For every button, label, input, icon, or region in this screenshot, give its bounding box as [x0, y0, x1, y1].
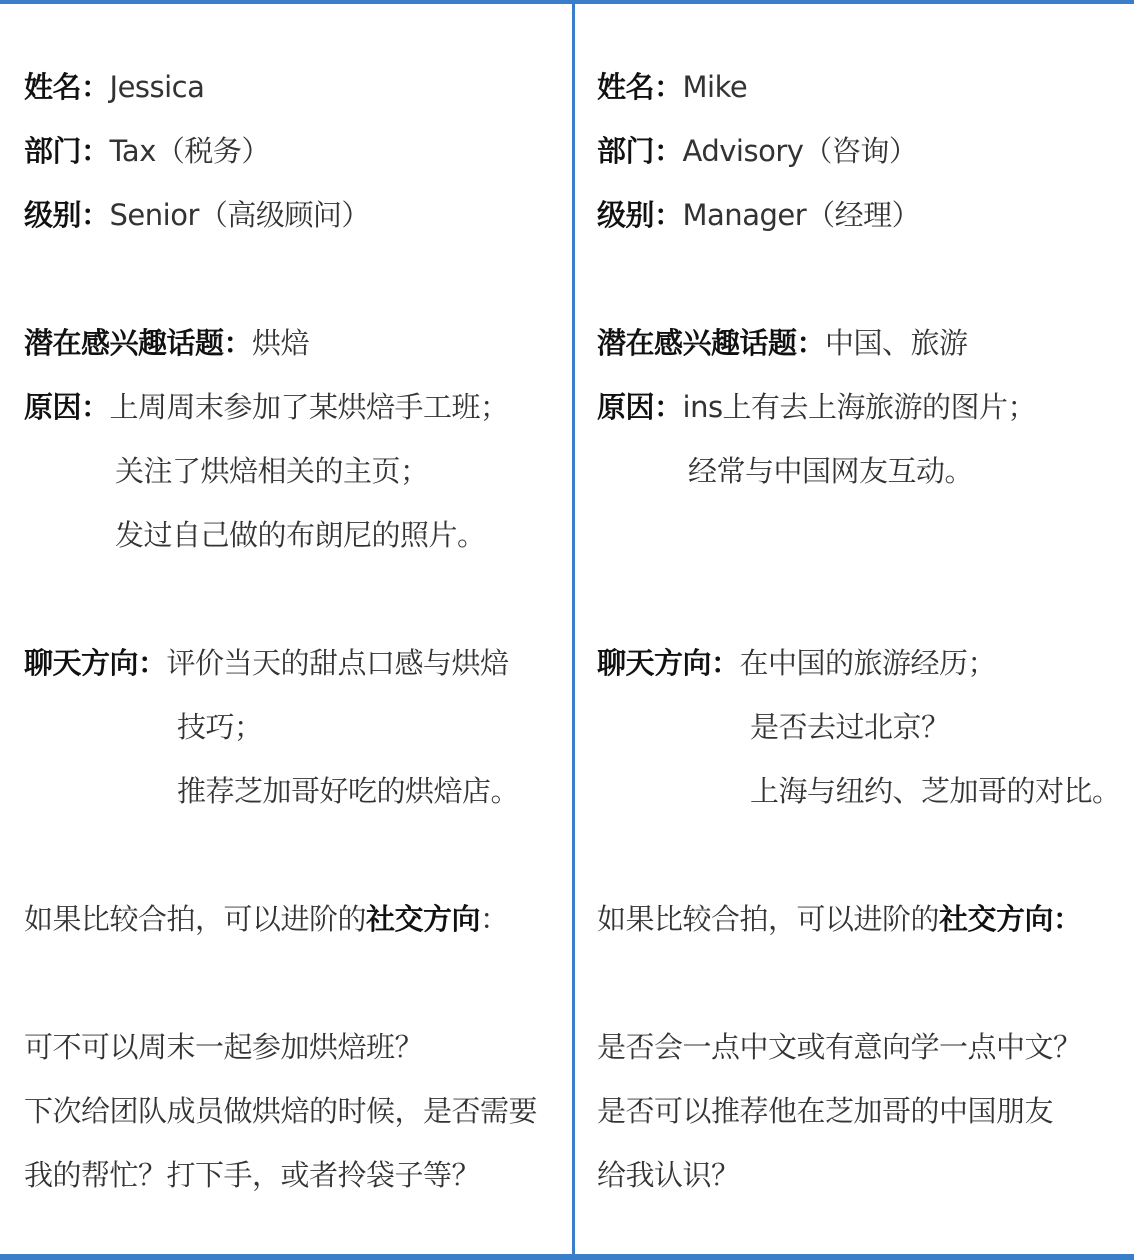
chat-line: 推荐芝加哥好吃的烘焙店。 — [177, 774, 520, 808]
chat-direction-label: 聊天方向： — [597, 646, 740, 680]
social-direction-heading — [24, 899, 509, 939]
social-suffix: ： — [480, 902, 509, 936]
chat-line: 是否去过北京？ — [750, 710, 950, 744]
level-value: Manager（经理） — [682, 198, 921, 232]
reason-line: ins上有去上海旅游的图片； — [682, 390, 1037, 424]
name-value: Jessica — [109, 70, 205, 104]
topic-label: 潜在感兴趣话题： — [597, 326, 826, 360]
department-row — [597, 131, 917, 171]
topic-row — [597, 323, 968, 363]
bottom-border — [0, 1254, 1134, 1260]
department-row — [24, 131, 270, 171]
reason-line: 关注了烘焙相关的主页； — [115, 454, 429, 488]
department-label: 部门： — [597, 134, 683, 168]
level-row — [24, 195, 370, 235]
chat-line: 上海与纽约、芝加哥的对比。 — [750, 774, 1121, 808]
department-label: 部门： — [24, 134, 110, 168]
reason-row — [24, 387, 509, 427]
social-line: 可不可以周末一起参加烘焙班？ — [24, 1030, 424, 1064]
reason-line: 上周周末参加了某烘焙手工班； — [109, 390, 509, 424]
social-prefix: 如果比较合拍，可以进阶的 — [597, 902, 940, 936]
reason-label: 原因： — [597, 390, 683, 424]
social-direction-heading — [597, 899, 1082, 939]
name-value: Mike — [682, 70, 748, 104]
column-divider — [572, 0, 575, 1260]
social-line: 下次给团队成员做烘焙的时候，是否需要 — [24, 1094, 538, 1128]
social-bold: 社交方向 — [366, 902, 481, 936]
chat-line: 技巧； — [177, 710, 263, 744]
name-row — [597, 67, 747, 107]
social-line: 给我认识？ — [597, 1158, 740, 1192]
chat-line: 在中国的旅游经历； — [739, 646, 997, 680]
topic-value: 中国、旅游 — [825, 326, 968, 360]
name-label: 姓名： — [24, 70, 110, 104]
name-row — [24, 67, 204, 107]
reason-line: 经常与中国网友互动。 — [688, 454, 974, 488]
chat-direction-label: 聊天方向： — [24, 646, 167, 680]
department-value: Advisory（咨询） — [682, 134, 918, 168]
department-value: Tax（税务） — [109, 134, 270, 168]
reason-label: 原因： — [24, 390, 110, 424]
chat-direction-row — [597, 643, 996, 683]
topic-row — [24, 323, 309, 363]
level-value: Senior（高级顾问） — [109, 198, 370, 232]
chat-line: 评价当天的甜点口感与烘焙 — [166, 646, 509, 680]
level-row — [597, 195, 920, 235]
topic-value: 烘焙 — [252, 326, 310, 360]
social-line: 是否可以推荐他在芝加哥的中国朋友 — [597, 1094, 1054, 1128]
social-prefix: 如果比较合拍，可以进阶的 — [24, 902, 367, 936]
level-label: 级别： — [597, 198, 683, 232]
name-label: 姓名： — [597, 70, 683, 104]
profile-card-right — [597, 0, 1132, 1254]
reason-row — [597, 387, 1036, 427]
social-bold: 社交方向： — [939, 902, 1082, 936]
level-label: 级别： — [24, 198, 110, 232]
social-line: 是否会一点中文或有意向学一点中文？ — [597, 1030, 1082, 1064]
topic-label: 潜在感兴趣话题： — [24, 326, 253, 360]
profile-card-left — [24, 0, 564, 1254]
social-line: 我的帮忙？打下手，或者拎袋子等？ — [24, 1158, 481, 1192]
reason-line: 发过自己做的布朗尼的照片。 — [115, 518, 486, 552]
chat-direction-row — [24, 643, 509, 683]
